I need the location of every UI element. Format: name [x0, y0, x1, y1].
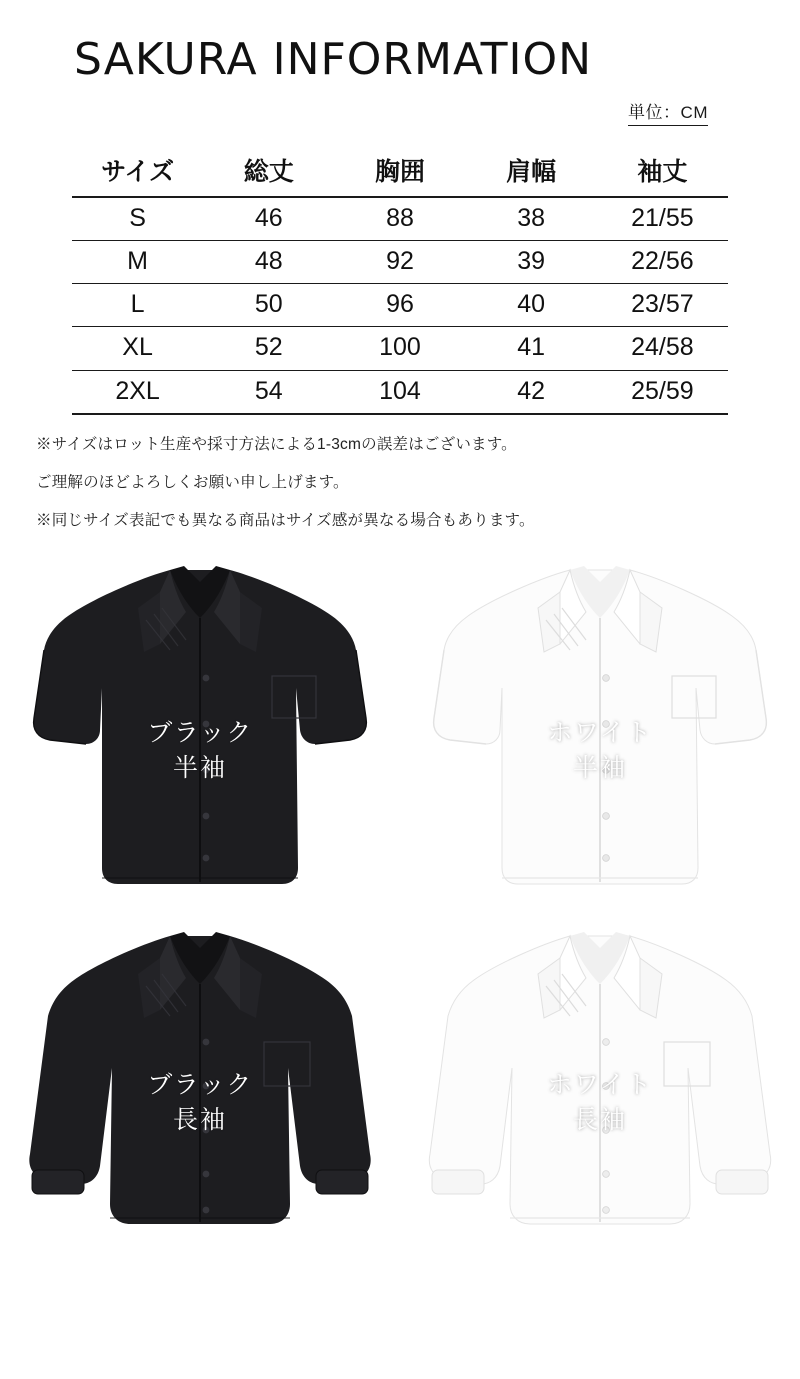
cell-size: S [72, 197, 203, 241]
unit-note-row [0, 84, 800, 126]
shirt-image-black-long-sleeve [20, 918, 380, 1284]
cell-size: M [72, 240, 203, 283]
column-header: 袖丈 [597, 152, 728, 196]
table-row [72, 370, 728, 414]
table-row [72, 284, 728, 327]
cell-shoulder: 41 [466, 327, 597, 370]
cell-bust: 104 [334, 370, 465, 414]
cell-shoulder: 42 [466, 370, 597, 414]
cell-length: 54 [203, 370, 334, 414]
column-header: サイズ [72, 152, 203, 196]
unit-note: 単位：CM [628, 98, 708, 126]
size-table [72, 152, 728, 415]
note-line: ご理解のほどよろしくお願い申し上げます。 [36, 474, 349, 492]
cell-bust: 96 [334, 284, 465, 327]
product-card-white-short-sleeve[interactable] [420, 548, 780, 914]
note-line: ※サイズはロット生産や採寸方法による1-3cmの誤差はございます。 [36, 435, 517, 453]
table-row [72, 327, 728, 370]
cell-size: L [72, 284, 203, 327]
table-header-row [72, 152, 728, 196]
cell-shoulder: 40 [466, 284, 597, 327]
product-color-label: ホワイト [547, 718, 653, 747]
product-card-white-long-sleeve[interactable] [420, 918, 780, 1284]
cell-sleeve: 22/56 [597, 240, 728, 283]
cell-size: 2XL [72, 370, 203, 414]
product-color-label: ブラック [147, 718, 253, 747]
product-sleeve-label: 半袖 [172, 754, 227, 783]
column-header: 胸囲 [334, 152, 465, 196]
product-card-black-long-sleeve[interactable] [20, 918, 380, 1284]
cell-bust: 92 [334, 240, 465, 283]
cell-bust: 88 [334, 197, 465, 241]
cell-length: 46 [203, 197, 334, 241]
cell-length: 48 [203, 240, 334, 283]
product-card-black-short-sleeve[interactable] [20, 548, 380, 914]
table-row [72, 240, 728, 283]
shirt-image-white-long-sleeve [420, 918, 780, 1284]
cell-shoulder: 39 [466, 240, 597, 283]
size-table-wrap [72, 152, 728, 415]
cell-shoulder: 38 [466, 197, 597, 241]
product-color-label: ブラック [147, 1070, 253, 1099]
product-sleeve-label: 長袖 [572, 1106, 627, 1135]
shirt-image-white-short-sleeve [420, 548, 780, 914]
note-line: ※同じサイズ表記でも異なる商品はサイズ感が異なる場合もあります。 [36, 512, 535, 530]
shirt-image-black-short-sleeve [20, 548, 380, 914]
page-title: SAKURA INFORMATION [74, 34, 593, 85]
cell-length: 52 [203, 327, 334, 370]
product-grid [0, 548, 800, 1288]
column-header: 総丈 [203, 152, 334, 196]
cell-size: XL [72, 327, 203, 370]
notes-block [36, 433, 800, 533]
column-header: 肩幅 [466, 152, 597, 196]
cell-bust: 100 [334, 327, 465, 370]
cell-sleeve: 23/57 [597, 284, 728, 327]
table-row [72, 197, 728, 241]
cell-sleeve: 25/59 [597, 370, 728, 414]
product-color-label: ホワイト [547, 1070, 653, 1099]
cell-sleeve: 21/55 [597, 197, 728, 241]
product-sleeve-label: 長袖 [172, 1106, 227, 1135]
cell-sleeve: 24/58 [597, 327, 728, 370]
cell-length: 50 [203, 284, 334, 327]
product-sleeve-label: 半袖 [572, 754, 627, 783]
